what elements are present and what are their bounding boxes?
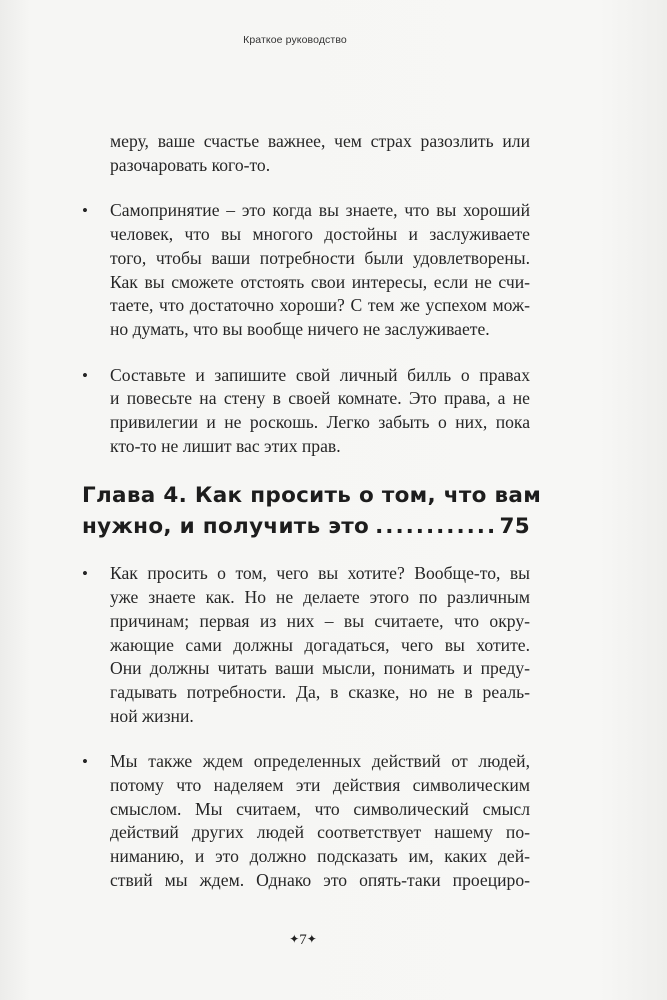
chapter-title-text: нужно, и получить это [82, 514, 370, 540]
text-line: меру, ваше счастье важнее, чем страх разозлить или [110, 131, 530, 151]
text-line: таете, что достаточно хороши? С тем же успехом мож- [110, 295, 530, 316]
text-line: потому что наделяем эти действия символическим [110, 775, 530, 796]
text-line: привилегии и не роскошь. Легко забыть о них, пока [110, 412, 530, 433]
page-number-value: 7 [299, 932, 307, 948]
text-line: Они должны читать ваши мысли, понимать и преду- [110, 658, 530, 679]
text-line: Самопринятие – это когда вы знаете, что вы хороший [110, 200, 530, 221]
text-line: кто-то не лишит вас этих прав. [110, 435, 341, 456]
text-line: уже знаете как. Но не делаете этого по различным [110, 587, 530, 608]
chapter-page-number: 75 [499, 514, 530, 540]
text-line: человек, что вы многого достойны и заслуживаете [110, 224, 530, 245]
text-line: Как вы сможете отстоять свои интересы, если не счи- [110, 271, 530, 292]
chapter-heading [82, 480, 542, 542]
page-body [82, 130, 542, 893]
bullet-item [82, 199, 530, 341]
text-line: того, чтобы ваши потребности были удовлетворены. [110, 247, 530, 268]
text-line: ниманию, и это должно подсказать им, каких дей- [110, 846, 530, 867]
text-line: действий других людей соответствует нашему по- [110, 822, 530, 843]
text-line: ствий мы ждем. Однако это опять-таки проециро- [110, 869, 530, 890]
bullet-icon: • [82, 564, 88, 584]
bullet-icon: • [82, 201, 88, 221]
leader-dots [375, 511, 493, 542]
bullet-item [82, 750, 530, 892]
text-line: ной жизни. [110, 705, 194, 726]
page-number [0, 932, 606, 949]
text-line: жающие сами должны догадаться, чего вы хотите. [110, 634, 530, 655]
text-line: Мы также ждем определенных действий от людей, [110, 751, 530, 772]
bullet-icon: • [82, 752, 88, 772]
chapter-title-line: Глава 4. Как просить о том, что вам [82, 483, 542, 509]
text-line: и повесьте на стену в своей комнате. Это права, а не [110, 388, 530, 409]
text-line: смыслом. Мы считаем, что символический смысл [110, 798, 530, 819]
text-line: но думать, что вы вообще ничего не заслуживаете. [110, 318, 490, 339]
text-line: причинам; первая из них – вы считаете, что окру- [110, 610, 530, 631]
text-line: Как просить о том, чего вы хотите? Вообще-то, вы [110, 563, 530, 584]
chapter-title-line [82, 511, 530, 542]
bullet-item [82, 364, 530, 459]
bullet-item [82, 562, 530, 728]
running-head: Краткое руководство [243, 34, 347, 46]
bullet-icon: • [82, 365, 88, 385]
text-line: разочаровать кого-то. [110, 154, 271, 175]
text-line: гадывать потребности. Да, в сказке, но не в реаль- [110, 681, 530, 702]
ornament-icon: ✦ [306, 932, 317, 946]
ornament-icon: ✦ [289, 932, 300, 946]
continuation-paragraph [82, 130, 530, 177]
text-line: Составьте и запишите свой личный билль о правах [110, 364, 530, 385]
